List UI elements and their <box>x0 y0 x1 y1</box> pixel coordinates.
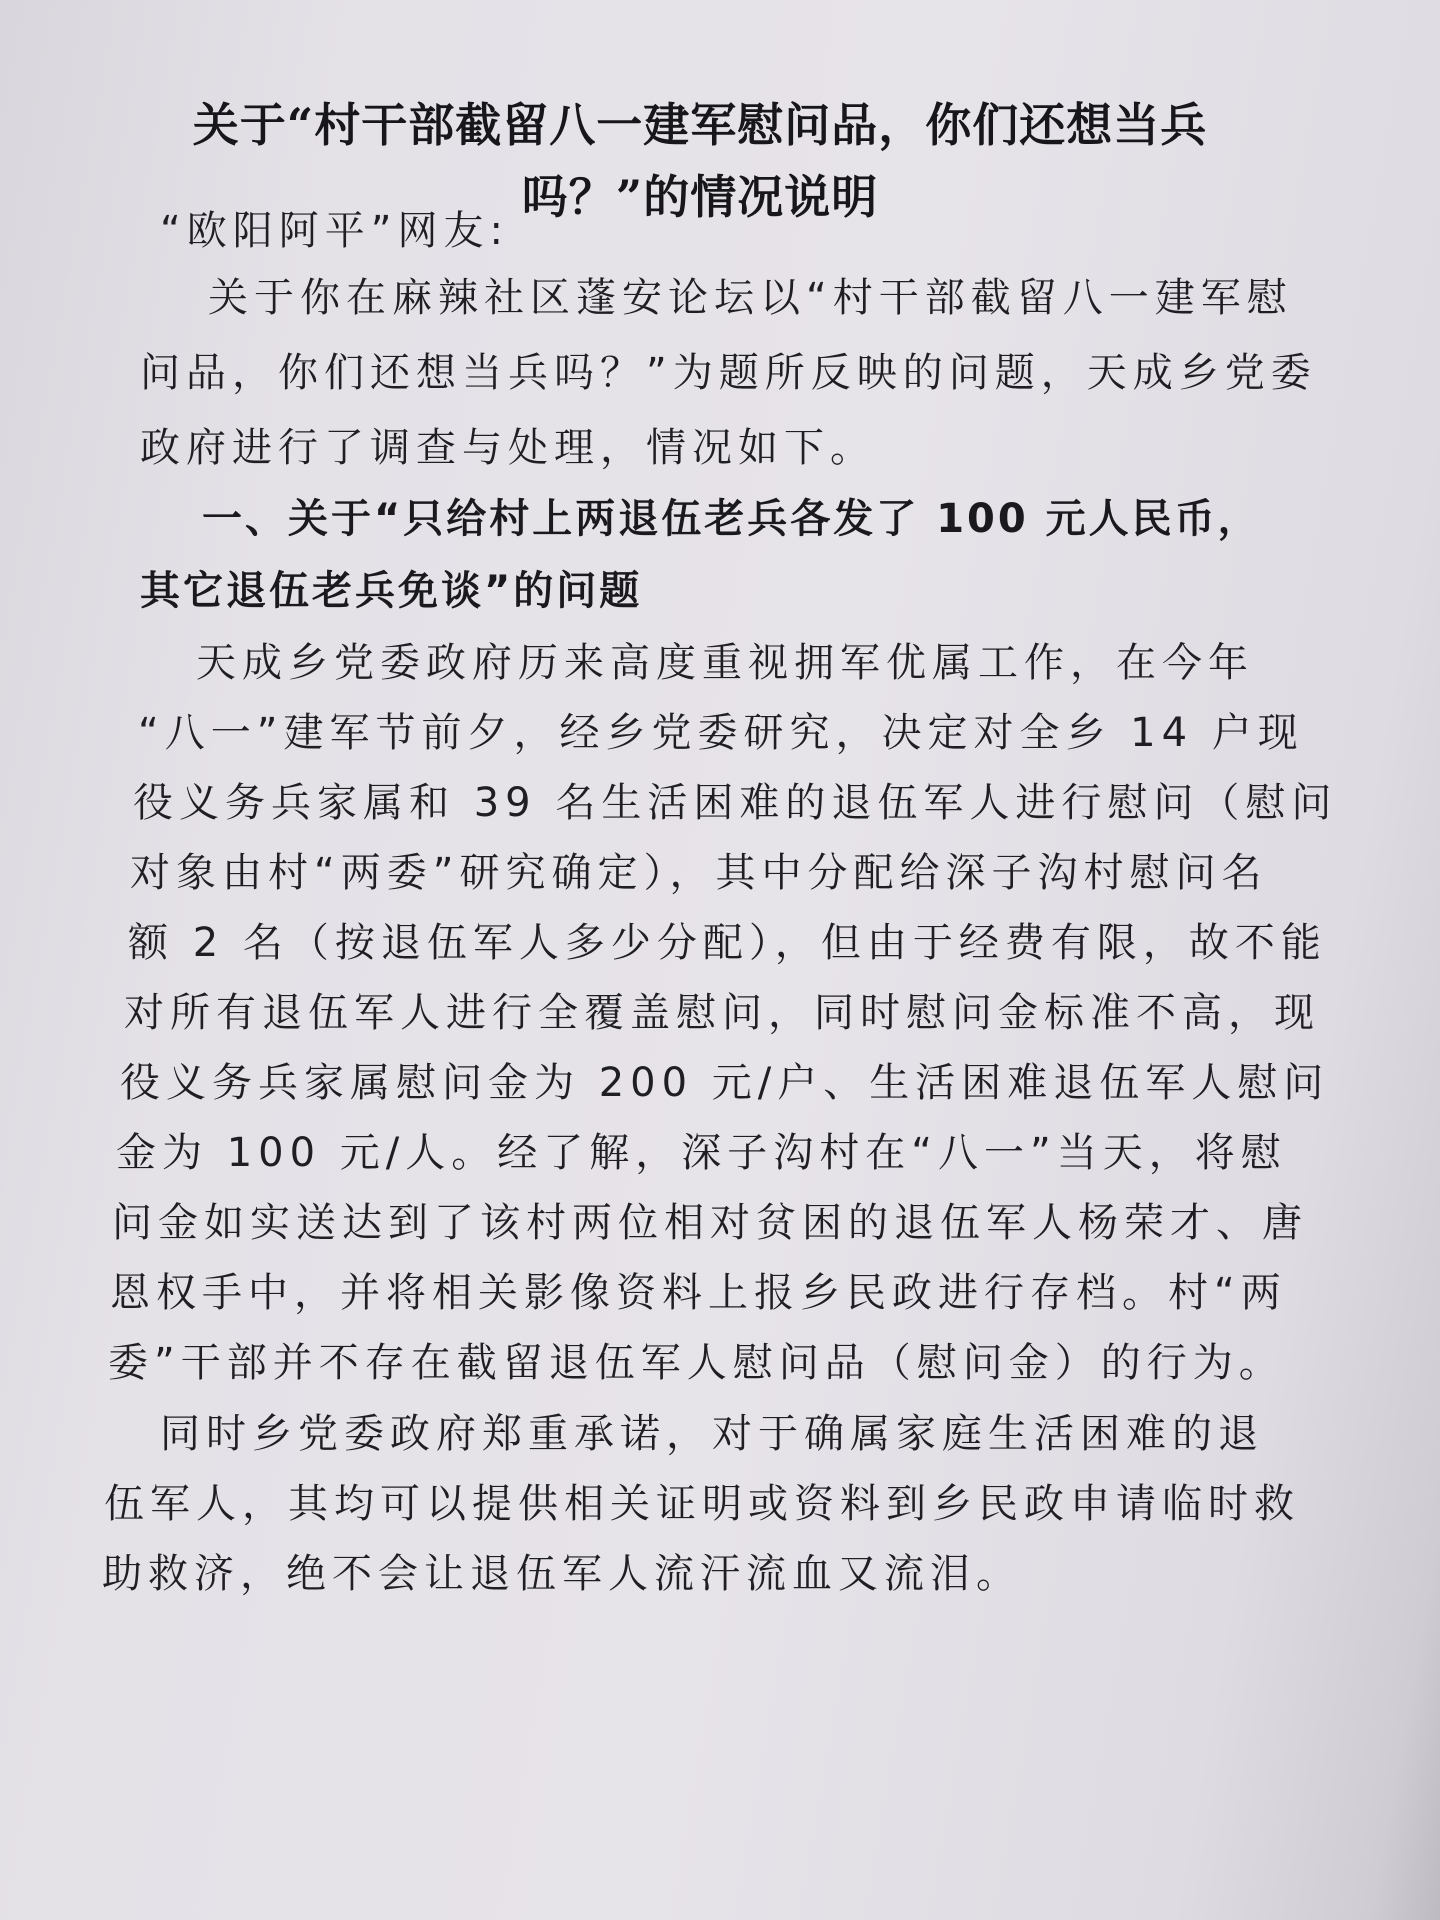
paragraph-3-line-2: “八一”建军节前夕，经乡党委研究，决定对全乡 14 户现 <box>138 710 1304 756</box>
paragraph-4-line-1: 同时乡党委政府郑重承诺，对于确属家庭生活困难的退 <box>160 1411 1264 1457</box>
paragraph-4-line-2: 伍军人，其均可以提供相关证明或资料到乡民政申请临时救 <box>104 1481 1300 1527</box>
section-heading-line-1: 一、关于“只给村上两退伍老兵各发了 100 元人民币， <box>202 496 1261 542</box>
paragraph-1-line-3: 政府进行了调查与处理，情况如下。 <box>140 425 876 471</box>
paragraph-3-line-11: 委”干部并不存在截留退伍军人慰问品（慰问金）的行为。 <box>108 1340 1285 1386</box>
paragraph-3-line-8: 金为 100 元/人。经了解，深子沟村在“八一”当天，将慰 <box>116 1130 1287 1176</box>
paragraph-3-line-6: 对所有退伍军人进行全覆盖慰问，同时慰问金标准不高，现 <box>124 990 1320 1036</box>
section-heading-line-2: 其它退伍老兵免谈”的问题 <box>140 568 643 614</box>
paragraph-3-line-7: 役义务兵家属慰问金为 200 元/户、生活困难退伍军人慰问 <box>120 1060 1330 1106</box>
document-title-line-2: 吗？”的情况说明 <box>521 170 879 224</box>
paragraph-3-line-5: 额 2 名（按退伍军人多少分配），但由于经费有限，故不能 <box>128 920 1327 966</box>
salutation: “欧阳阿平”网友: <box>160 208 509 254</box>
document-title-line-1: 关于“村干部截留八一建军慰问品，你们还想当兵 <box>192 98 1208 152</box>
paragraph-3-line-10: 恩权手中，并将相关影像资料上报乡民政进行存档。村“两 <box>110 1270 1287 1316</box>
paragraph-1-line-1: 关于你在麻辣社区蓬安论坛以“村干部截留八一建军慰 <box>208 275 1293 321</box>
paragraph-4-line-3: 助救济，绝不会让退伍军人流汗流血又流泪。 <box>102 1551 1022 1597</box>
paragraph-1-line-2: 问品，你们还想当兵吗？”为题所反映的问题，天成乡党委 <box>140 350 1317 396</box>
paragraph-3-line-1: 天成乡党委政府历来高度重视拥军优属工作，在今年 <box>196 640 1254 686</box>
paragraph-3-line-9: 问金如实送达到了该村两位相对贫困的退伍军人杨荣才、唐 <box>112 1200 1308 1246</box>
paragraph-3-line-3: 役义务兵家属和 39 名生活困难的退伍军人进行慰问（慰问 <box>133 780 1338 826</box>
paragraph-3-line-4: 对象由村“两委”研究确定），其中分配给深子沟村慰问名 <box>130 850 1268 896</box>
